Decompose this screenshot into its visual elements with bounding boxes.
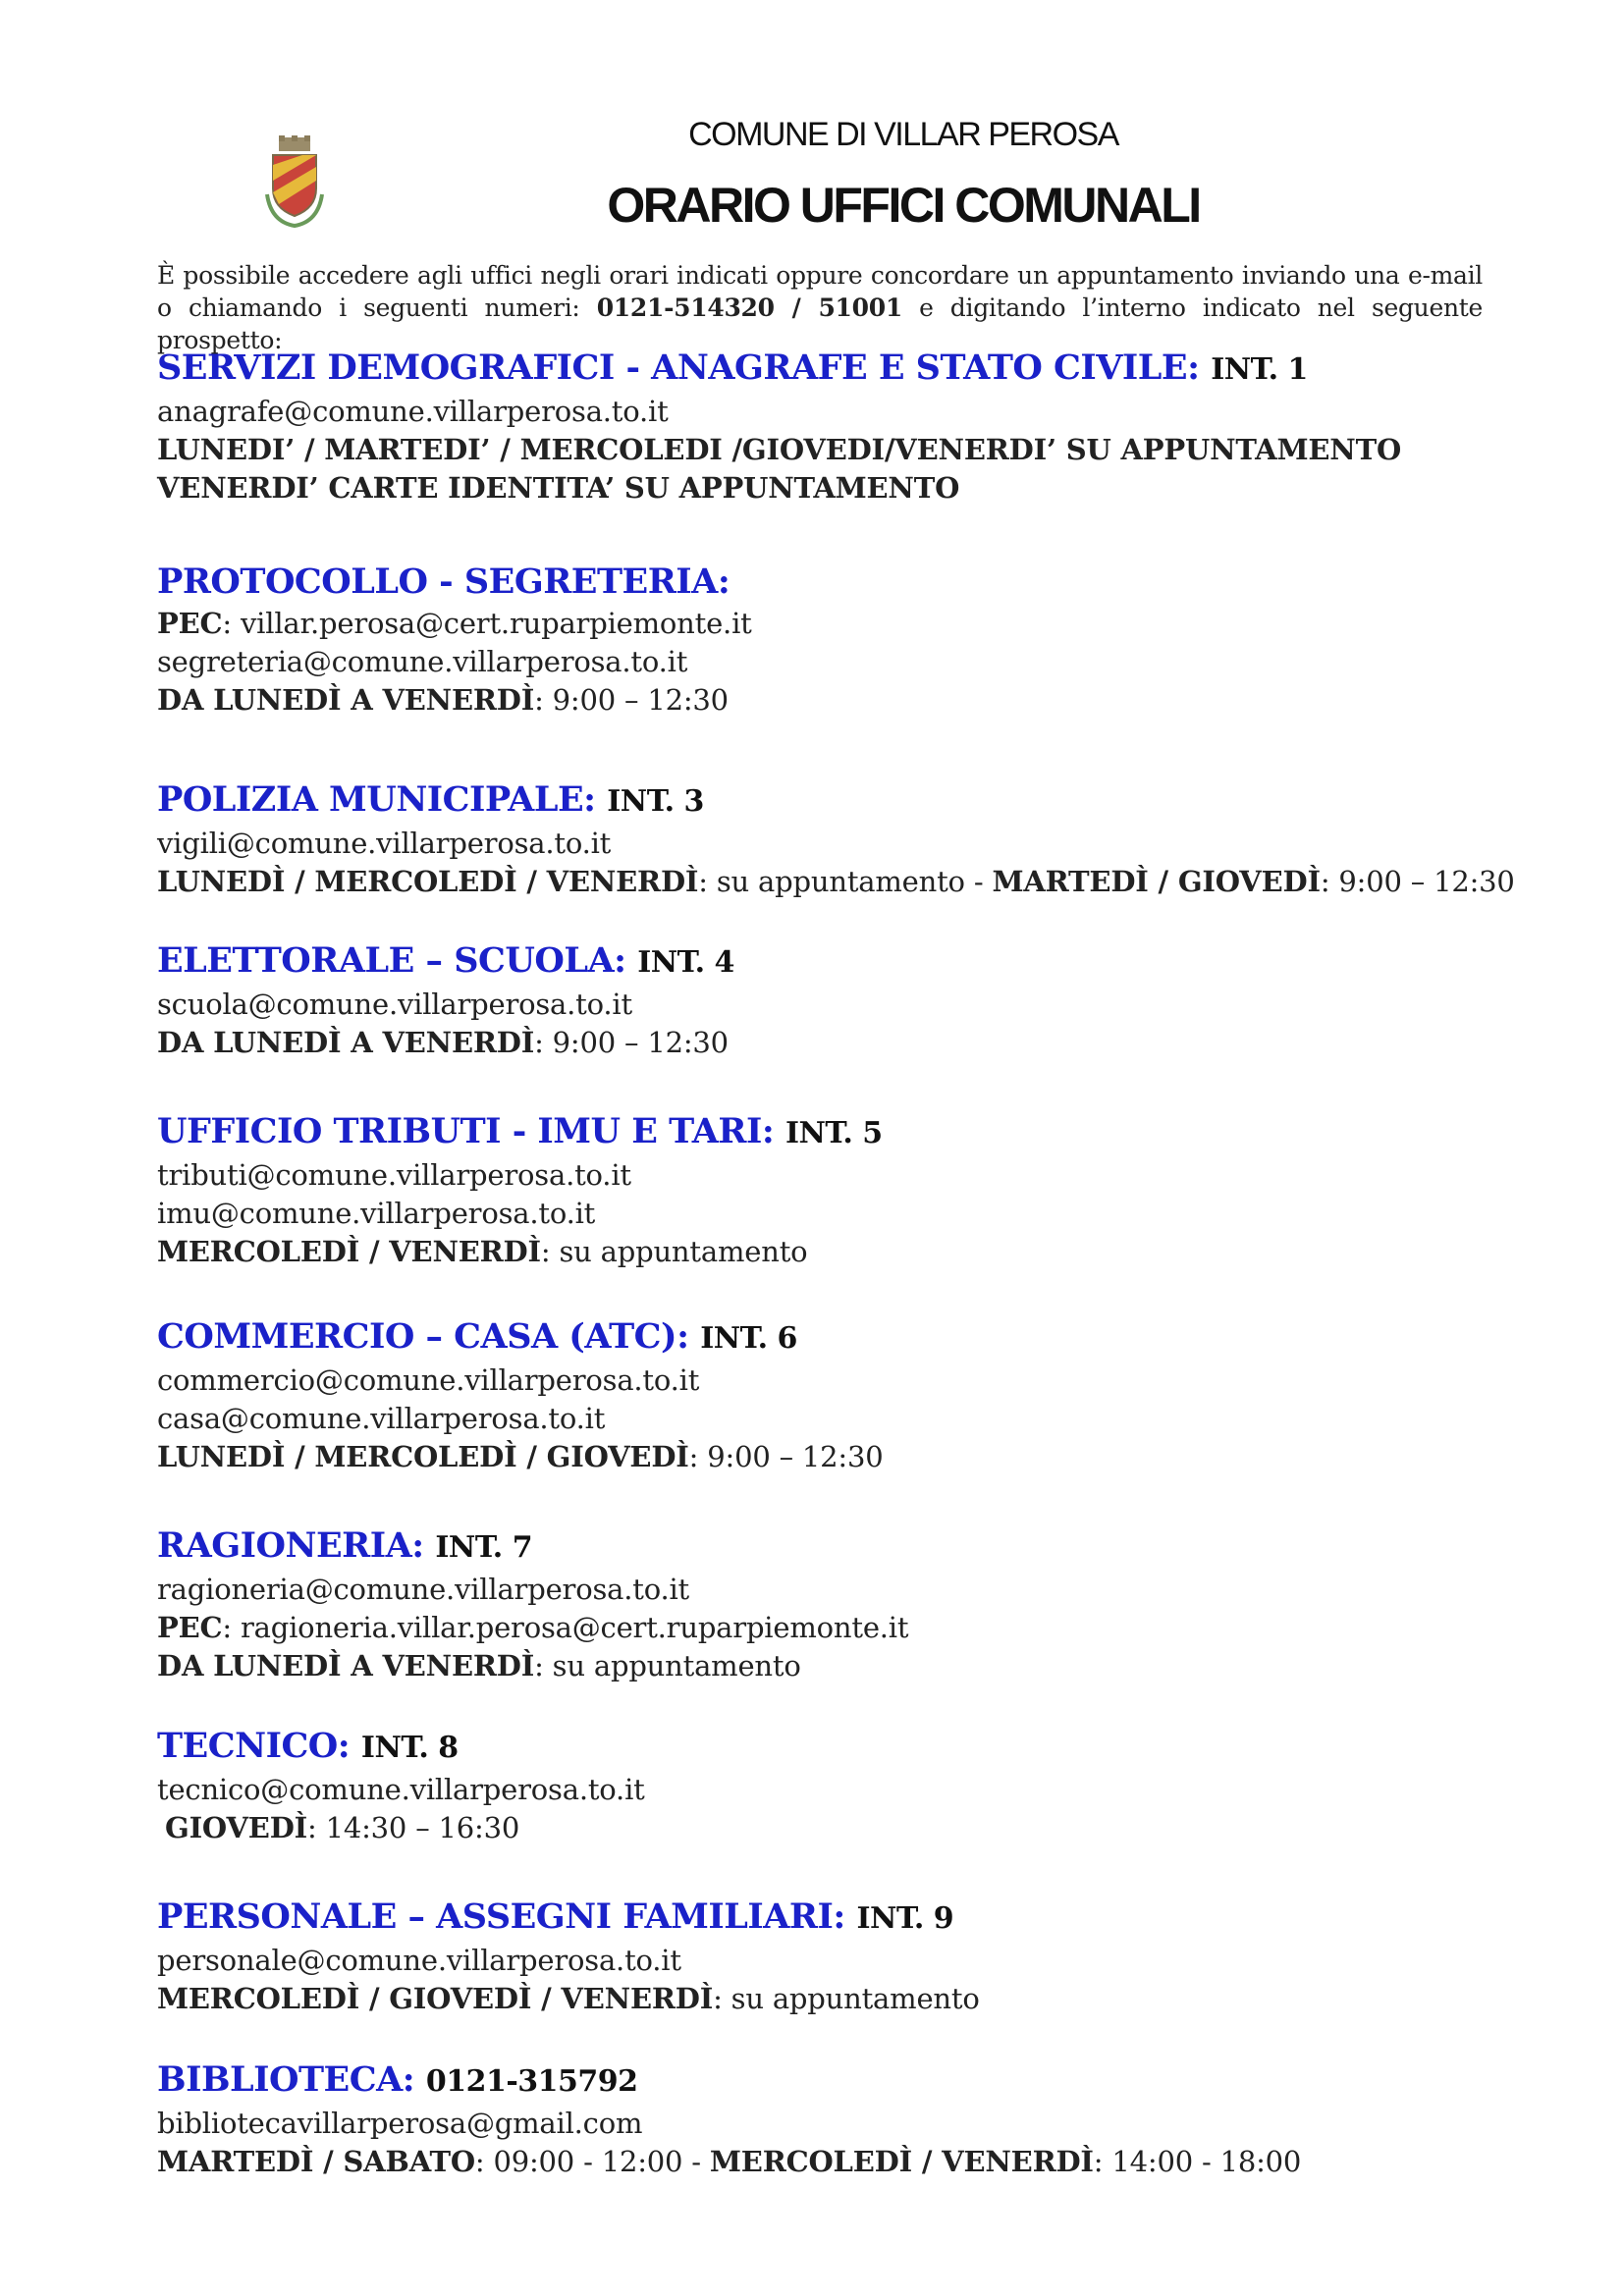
section-commercio [157, 1314, 1492, 1476]
schedule-hours: : 14:00 - 18:00 [1093, 2145, 1302, 2178]
schedule-days: DA LUNEDÌ A VENERDÌ [157, 1649, 535, 1682]
pec-link[interactable]: : ragioneria.villar.perosa@cert.ruparpiemonte.it [222, 1611, 909, 1644]
section-title: UFFICIO TRIBUTI - IMU E TARI: [157, 1111, 775, 1151]
email-link[interactable]: casa@comune.villarperosa.to.it [157, 1402, 606, 1435]
schedule-days: MERCOLEDÌ / GIOVEDÌ / VENERDÌ [157, 1982, 714, 2015]
section-title: RAGIONERIA: [157, 1525, 424, 1566]
schedule-days: LUNEDÌ / MERCOLEDÌ / GIOVEDÌ [157, 1440, 689, 1473]
phone-number: 0121-315792 [425, 2064, 638, 2099]
schedule-days: GIOVEDÌ [165, 1811, 308, 1844]
section-ragioneria [157, 1523, 1492, 1685]
schedule-hours: : 9:00 – 12:30 [534, 683, 729, 717]
section-title: SERVIZI DEMOGRAFICI - ANAGRAFE E STATO CIVILE: [157, 347, 1200, 388]
section-biblioteca [157, 2057, 1492, 2181]
extension-number: INT. 3 [607, 784, 704, 819]
section-tecnico [157, 1724, 1492, 1847]
schedule-days: MERCOLEDÌ / VENERDÌ [709, 2145, 1094, 2178]
section-heading [157, 777, 1492, 825]
section-heading [157, 1109, 1492, 1156]
email-link[interactable]: commercio@comune.villarperosa.to.it [157, 1363, 700, 1397]
municipality-name: COMUNE DI VILLAR PEROSA [688, 116, 1118, 153]
intro-text-end: e digitando l’interno indicato nel seguente prospetto: [157, 294, 1484, 354]
schedule-hours: : 14:30 – 16:30 [307, 1811, 520, 1844]
email-link[interactable]: tributi@comune.villarperosa.to.it [157, 1158, 631, 1192]
extension-number: INT. 9 [856, 1901, 954, 1936]
email-link[interactable]: imu@comune.villarperosa.to.it [157, 1197, 596, 1230]
schedule-hours: : 9:00 – 12:30 [688, 1440, 884, 1473]
schedule-days: MARTEDÌ / GIOVEDÌ [992, 865, 1321, 898]
schedule-line: VENERDI’ CARTE IDENTITA’ SU APPUNTAMENTO [157, 471, 960, 505]
extension-number: INT. 7 [435, 1530, 533, 1565]
email-link[interactable]: ragioneria@comune.villarperosa.to.it [157, 1573, 690, 1606]
section-title: PROTOCOLLO - SEGRETERIA: [157, 561, 730, 602]
email-link[interactable]: segreteria@comune.villarperosa.to.it [157, 645, 688, 678]
section-title: PERSONALE – ASSEGNI FAMILIARI: [157, 1896, 845, 1937]
schedule-line: LUNEDI’ / MARTEDI’ / MERCOLEDI /GIOVEDI/VENERDI’ SU APPUNTAMENTO [157, 433, 1402, 466]
email-link[interactable]: bibliotecavillarperosa@gmail.com [157, 2107, 643, 2140]
extension-number: INT. 1 [1211, 352, 1308, 387]
intro-phone-numbers: 0121-514320 / 51001 [596, 294, 902, 322]
extension-number: INT. 8 [360, 1731, 459, 1765]
email-link[interactable]: scuola@comune.villarperosa.to.it [157, 988, 632, 1021]
section-demografici [157, 346, 1492, 507]
schedule-hours: : 9:00 – 12:30 [1320, 865, 1515, 898]
schedule-hours: : su appuntamento [534, 1649, 801, 1682]
section-title: TECNICO: [157, 1726, 351, 1766]
section-heading [157, 1724, 1492, 1771]
intro-text: È possibile accedere agli uffici negli orari indicati oppure concordare un appuntamento inviando una e-mail o chiamando i seguenti numeri: [157, 261, 1483, 322]
section-heading [157, 1523, 1492, 1571]
pec-label: PEC [157, 607, 223, 640]
schedule-days: MARTEDÌ / SABATO [157, 2145, 475, 2178]
section-title: POLIZIA MUNICIPALE: [157, 779, 596, 820]
section-elettorale [157, 938, 1492, 1062]
section-title: ELETTORALE – SCUOLA: [157, 940, 626, 981]
email-link[interactable]: vigili@comune.villarperosa.to.it [157, 827, 612, 860]
section-heading [157, 346, 1492, 393]
section-heading [157, 1895, 1492, 1942]
schedule-days: MERCOLEDÌ / VENERDÌ [157, 1235, 541, 1268]
section-title: COMMERCIO – CASA (ATC): [157, 1316, 689, 1357]
page-title: ORARIO UFFICI COMUNALI [607, 178, 1200, 233]
schedule-days: DA LUNEDÌ A VENERDÌ [157, 1026, 535, 1059]
extension-number: INT. 6 [700, 1321, 797, 1356]
section-polizia [157, 777, 1515, 901]
section-tributi [157, 1109, 1492, 1271]
schedule-hours: : 9:00 – 12:30 [534, 1026, 729, 1059]
section-personale [157, 1895, 1492, 2018]
email-link[interactable]: tecnico@comune.villarperosa.to.it [157, 1773, 645, 1806]
email-link[interactable]: anagrafe@comune.villarperosa.to.it [157, 395, 669, 428]
schedule-hours: : 09:00 - 12:00 - [474, 2145, 710, 2178]
email-link[interactable]: personale@comune.villarperosa.to.it [157, 1944, 681, 1977]
section-heading [157, 1314, 1492, 1362]
schedule-hours: : su appuntamento - [698, 865, 993, 898]
section-protocollo [157, 560, 1492, 720]
section-heading [157, 2057, 1492, 2105]
schedule-days: LUNEDÌ / MERCOLEDÌ / VENERDÌ [157, 865, 699, 898]
pec-label: PEC [157, 1611, 223, 1644]
intro-paragraph [157, 259, 1483, 356]
schedule-hours: : su appuntamento [713, 1982, 980, 2015]
schedule-days: DA LUNEDÌ A VENERDÌ [157, 683, 535, 717]
section-heading [157, 938, 1492, 986]
section-title: BIBLIOTECA: [157, 2059, 415, 2100]
municipal-crest-icon [263, 135, 326, 230]
schedule-hours: : su appuntamento [540, 1235, 808, 1268]
pec-link[interactable]: : villar.perosa@cert.ruparpiemonte.it [222, 607, 752, 640]
extension-number: INT. 5 [784, 1116, 883, 1150]
extension-number: INT. 4 [637, 945, 734, 980]
